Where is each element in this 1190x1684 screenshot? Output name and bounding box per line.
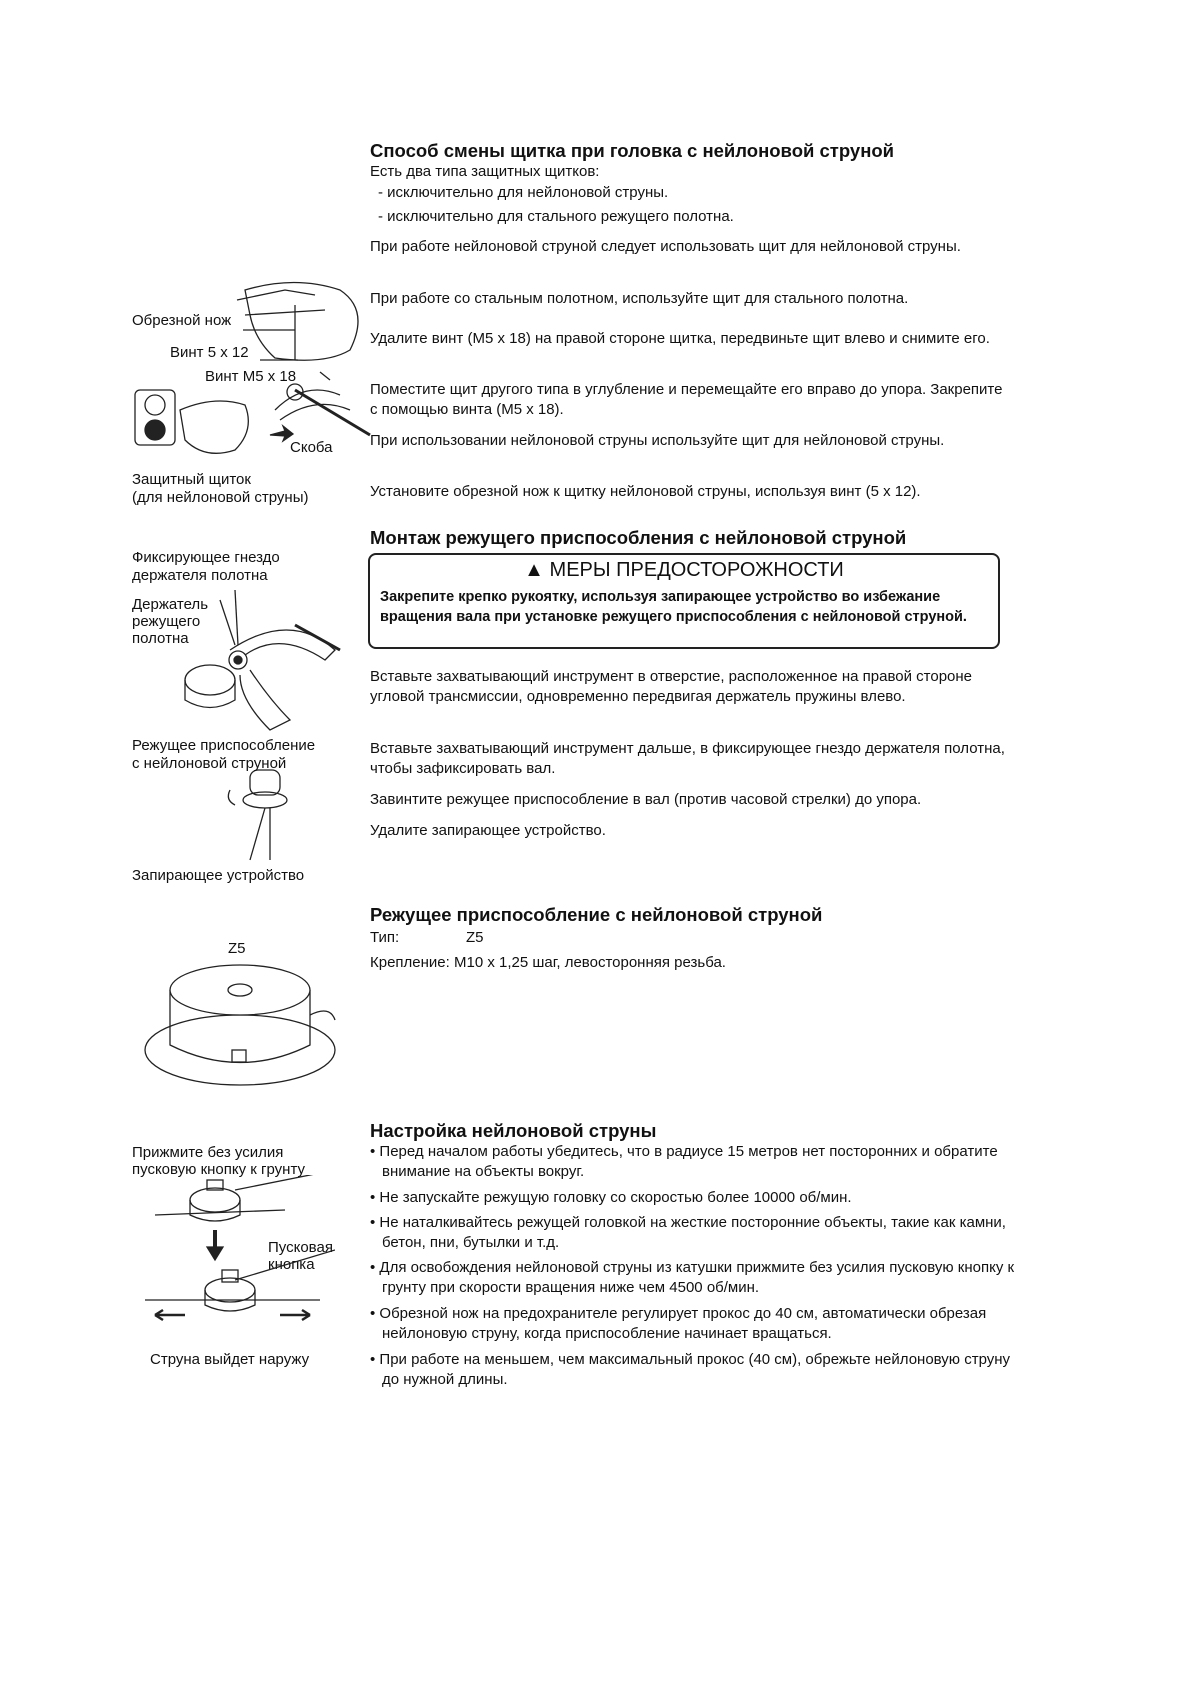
label-holder-2: режущего [132, 613, 201, 630]
label-cutting-head: Режущее приспособление [132, 737, 316, 754]
text: Крепление: M10 x 1,25 шаг, левосторонняя резьба. [370, 954, 726, 971]
text: Вставьте захватывающий инструмент дальше, в фиксирующее гнездо держателя полотна, чтобы зафиксировать вал. [370, 740, 1005, 777]
warning-box [368, 553, 1000, 649]
warning-title: ▲ МЕРЫ ПРЕДОСТОРОЖНОСТИ [524, 559, 844, 581]
text: - исключительно для стального режущего полотна. [378, 208, 734, 225]
text: Есть два типа защитных щитков: [370, 163, 600, 180]
label-fix-socket: Фиксирующее гнездо [132, 549, 280, 566]
section-title-guard-change: Способ смены щитка при головка с нейлоновой струной [370, 140, 895, 161]
nylon-adjust-illustration [135, 1175, 335, 1345]
label-cutting-head-2: с нейлоновой струной [132, 755, 287, 772]
nylon-head-illustration [140, 955, 340, 1105]
bullet-item: • Перед началом работы убедитесь, что в радиусе 15 метров нет посторонних и обратите внимание на объекты вокруг. [370, 1143, 998, 1180]
bullet-item: • Не запускайте режущую головку со скоростью более 10000 об/мин. [370, 1189, 852, 1206]
text: - исключительно для нейлоновой струны. [378, 184, 669, 201]
bullet-item: • При работе на меньшем, чем максимальный прокос (40 см), обрежьте нейлоновую струну до нужной длины. [370, 1351, 1011, 1388]
label-screw-5x12: Винт 5 x 12 [170, 344, 249, 361]
bullet-item: • Для освобождения нейлоновой струны из катушки прижмите без усилия пусковую кнопку к грунту при скорости вращения ниже чем 4500 об/мин. [370, 1259, 1015, 1296]
label-start-button: Пусковая [268, 1239, 333, 1256]
text: Удалите запирающее устройство. [370, 822, 606, 839]
label-press: Прижмите без усилия [132, 1144, 284, 1161]
text: При работе нейлоновой струной следует использовать щит для нейлоновой струны. [370, 238, 961, 255]
bullet-item: • Не наталкивайтесь режущей головкой на жесткие посторонние объекты, такие как камни, бетон, пни, бутылки и т.д. [370, 1214, 1006, 1251]
label-z5: Z5 [228, 940, 246, 957]
warning-icon: ▲ [524, 559, 550, 581]
label-bracket: Скоба [290, 439, 333, 456]
text: Поместите щит другого типа в углубление и перемещайте его вправо до упора. Закрепите с помощью винта (M5 x 18). [370, 381, 1003, 418]
section-title-nylon-head: Режущее приспособление с нейлоновой струной [370, 904, 823, 925]
label-holder: Держатель [132, 596, 209, 613]
label-lock-device: Запирающее устройство [132, 867, 305, 884]
warning-text: Закрепите крепко рукоятку, используя запирающее устройство во избежание вращения вала при установке режущего приспособления с нейлоновой струной. [380, 589, 967, 625]
label-cutter-knife: Обрезной нож [132, 312, 232, 329]
text: При использовании нейлоновой струны используйте щит для нейлоновой струны. [370, 432, 945, 449]
type-value: Z5 [466, 929, 484, 946]
text: Завинтите режущее приспособление в вал (против часовой стрелки) до упора. [370, 791, 922, 808]
text: Удалите винт (M5 x 18) на правой стороне щитка, передвиньте щит влево и снимите его. [370, 330, 990, 347]
section-title-nylon-adjust: Настройка нейлоновой струны [370, 1120, 657, 1141]
text: Установите обрезной нож к щитку нейлоновой струны, используя винт (5 x 12). [370, 483, 921, 500]
bullet-item: • Обрезной нож на предохранителе регулирует прокос до 40 см, автоматически обрезая нейлоновую струну, когда приспособление начинает вращаться. [370, 1305, 987, 1342]
label-string-out: Струна выйдет наружу [150, 1351, 310, 1368]
type-label: Тип: [370, 929, 400, 946]
label-guard-note: (для нейлоновой струны) [132, 489, 309, 506]
text: Вставьте захватывающий инструмент в отверстие, расположенное на правой стороне угловой трансмиссии, одновременно передвигая держатель пружины влево. [370, 668, 973, 705]
section-title-mounting: Монтаж режущего приспособления с нейлоновой струной [370, 527, 907, 548]
label-screw-m5x18: Винт M5 x 18 [205, 368, 297, 385]
label-start-button-2: кнопка [268, 1256, 315, 1273]
label-guard: Защитный щиток [132, 471, 251, 488]
mounting-illustration [170, 590, 350, 870]
text: При работе со стальным полотном, используйте щит для стального полотна. [370, 290, 909, 307]
label-holder-3: полотна [132, 630, 189, 647]
label-press-2: пусковую кнопку к грунту [132, 1161, 305, 1178]
label-fix-socket-2: держателя полотна [132, 567, 268, 584]
